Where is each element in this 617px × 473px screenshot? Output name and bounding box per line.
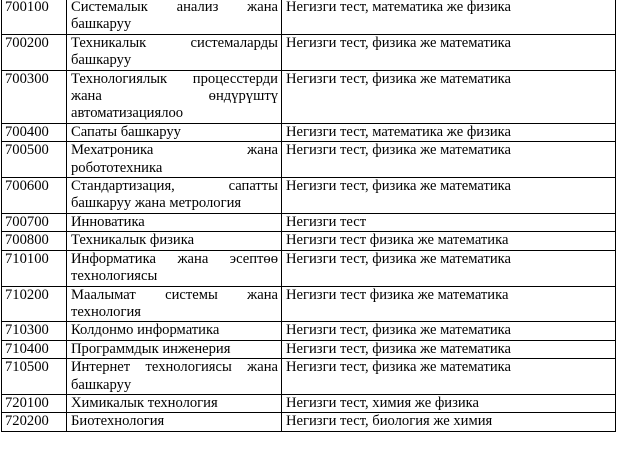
specialty-name: Техникалык физика — [67, 232, 282, 250]
specialty-code: 700500 — [2, 142, 67, 178]
specialty-name: Сапаты башкаруу — [67, 123, 282, 141]
specialty-name: Мехатроника жана робототехника — [67, 142, 282, 178]
entrance-tests: Негизги тест, математика же физика — [282, 0, 616, 34]
table-row — [2, 322, 616, 340]
table-row — [2, 213, 616, 231]
entrance-tests: Негизги тест, биология же химия — [282, 413, 616, 431]
specialty-code: 700800 — [2, 232, 67, 250]
specialty-code: 710100 — [2, 250, 67, 286]
specialty-code: 720200 — [2, 413, 67, 431]
entrance-tests: Негизги тест физика же математика — [282, 232, 616, 250]
entrance-tests: Негизги тест, физика же математика — [282, 340, 616, 358]
specialty-name: Программдык инженерия — [67, 340, 282, 358]
table-row — [2, 359, 616, 395]
entrance-tests: Негизги тест, физика же математика — [282, 70, 616, 123]
specialties-table-body — [2, 0, 616, 431]
entrance-tests: Негизги тест, математика же физика — [282, 123, 616, 141]
specialty-name: Инноватика — [67, 213, 282, 231]
specialty-name: Интернет технологиясы жана башкаруу — [67, 359, 282, 395]
specialty-code: 710500 — [2, 359, 67, 395]
specialty-name: Техникалык системаларды башкаруу — [67, 34, 282, 70]
specialty-code: 710200 — [2, 286, 67, 322]
table-row — [2, 286, 616, 322]
specialty-code: 700100 — [2, 0, 67, 34]
specialty-code: 700600 — [2, 178, 67, 214]
table-row — [2, 232, 616, 250]
specialty-name: Системалык анализ жана башкаруу — [67, 0, 282, 34]
specialty-name: Стандартизация, сапатты башкаруу жана метрология — [67, 178, 282, 214]
specialty-code: 710300 — [2, 322, 67, 340]
specialty-code: 700200 — [2, 34, 67, 70]
table-row — [2, 0, 616, 34]
table-row — [2, 413, 616, 431]
table-row — [2, 70, 616, 123]
specialty-name: Маалымат системы жана технология — [67, 286, 282, 322]
table-row — [2, 34, 616, 70]
entrance-tests: Негизги тест физика же математика — [282, 286, 616, 322]
specialties-table — [1, 0, 616, 432]
entrance-tests: Негизги тест, физика же математика — [282, 34, 616, 70]
table-row — [2, 142, 616, 178]
specialty-name: Биотехнология — [67, 413, 282, 431]
table-row — [2, 340, 616, 358]
specialty-name: Информатика жана эсептөө технологиясы — [67, 250, 282, 286]
specialty-code: 700300 — [2, 70, 67, 123]
entrance-tests: Негизги тест, физика же математика — [282, 359, 616, 395]
table-row — [2, 250, 616, 286]
specialty-code: 710400 — [2, 340, 67, 358]
specialty-name: Колдонмо информатика — [67, 322, 282, 340]
entrance-tests: Негизги тест, химия же физика — [282, 394, 616, 412]
table-row — [2, 123, 616, 141]
table-row — [2, 394, 616, 412]
entrance-tests: Негизги тест, физика же математика — [282, 178, 616, 214]
entrance-tests: Негизги тест, физика же математика — [282, 142, 616, 178]
specialty-code: 700700 — [2, 213, 67, 231]
entrance-tests: Негизги тест, физика же математика — [282, 250, 616, 286]
table-row — [2, 178, 616, 214]
specialty-name: Химикалык технология — [67, 394, 282, 412]
entrance-tests: Негизги тест — [282, 213, 616, 231]
specialty-code: 700400 — [2, 123, 67, 141]
specialty-name: Технологиялык процесстерди жана өндүрүштү автоматизациялоо — [67, 70, 282, 123]
specialty-code: 720100 — [2, 394, 67, 412]
entrance-tests: Негизги тест, физика же математика — [282, 322, 616, 340]
